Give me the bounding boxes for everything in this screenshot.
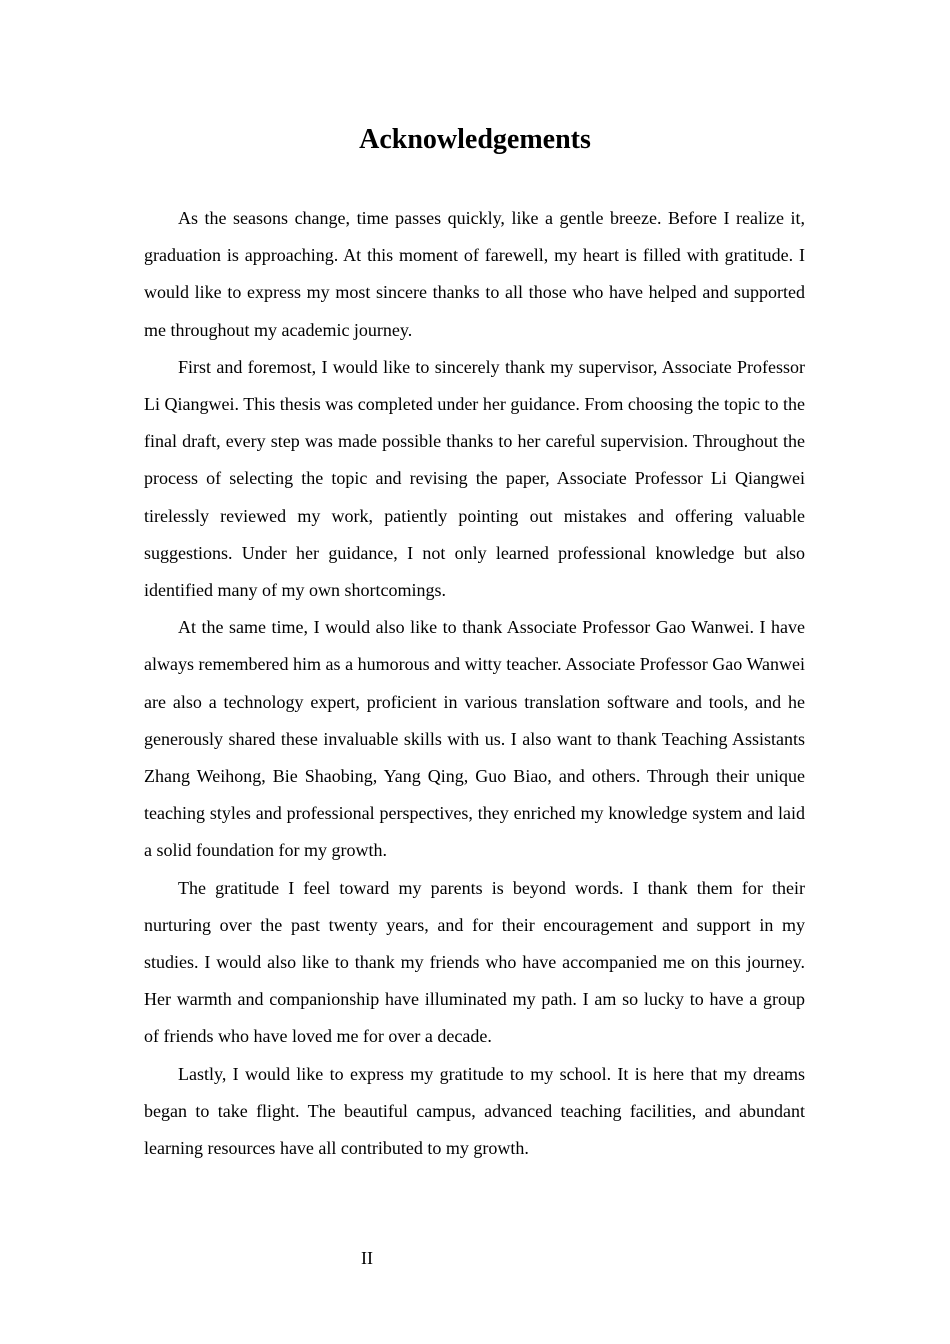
- paragraph-3: At the same time, I would also like to thank Associate Professor Gao Wanwei. I have always remembered him as a humorous and witty teacher. Associate Professor Gao Wanwei are also a technology expert, proficient in various translation software and tools, and he generously shared these invaluable skills with us. I also want to thank Teaching Assistants Zhang Weihong, Bie Shaobing, Yang Qing, Guo Biao, and others. Through their unique teaching styles and professional perspectives, they enriched my knowledge system and laid a solid foundation for my growth.: [144, 617, 805, 861]
- paragraph-4: The gratitude I feel toward my parents is beyond words. I thank them for their nurturing over the past twenty years, and for their encouragement and support in my studies. I would also like to thank my friends who have accompanied me on this journey. Her warmth and companionship have illuminated my path. I am so lucky to have a group of friends who have loved me for over a decade.: [144, 877, 805, 1047]
- paragraph-5: Lastly, I would like to express my gratitude to my school. It is here that my dreams began to take flight. The beautiful campus, advanced teaching facilities, and abundant learning resources have all contributed to my growth.: [144, 1063, 805, 1159]
- page-number: II: [361, 1248, 373, 1268]
- body-text: [144, 200, 805, 1167]
- paragraph-1: As the seasons change, time passes quickly, like a gentle breeze. Before I realize it, graduation is approaching. At this moment of farewell, my heart is filled with gratitude. I would like to express my most sincere thanks to all those who have helped and supported me throughout my academic journey.: [144, 208, 805, 340]
- paragraph-2: First and foremost, I would like to sincerely thank my supervisor, Associate Professor Li Qiangwei. This thesis was completed under her guidance. From choosing the topic to the final draft, every step was made possible thanks to her careful supervision. Throughout the process of selecting the topic and revising the paper, Associate Professor Li Qiangwei tirelessly reviewed my work, patiently pointing out mistakes and offering valuable suggestions. Under her guidance, I not only learned professional knowledge but also identified many of my own shortcomings.: [144, 356, 805, 601]
- page-title: Acknowledgements: [359, 124, 591, 155]
